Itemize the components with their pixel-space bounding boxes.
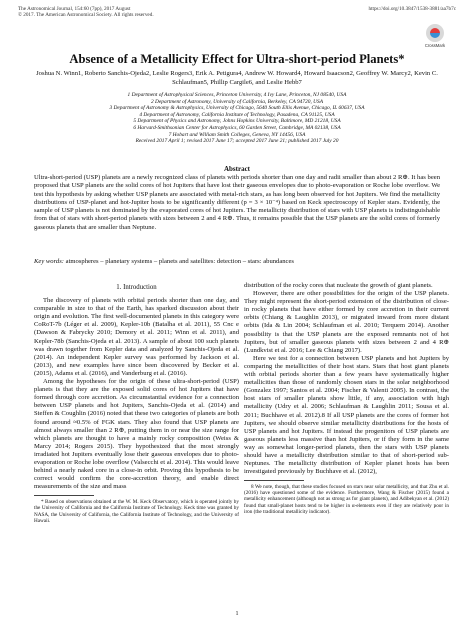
paragraph: However, there are other possibilities for the origin of the USP planets. They might represent the short-period extension of the distribution of close-in rocky planets that have either formed by core accretion in their current orbits (Chiang & Laughlin 2013), or migrated inward from more distant orbits (Ida & Lin 2004; Schlaufman et al. 2010; Terquem 2014). Another possibility is that the USP planets are the exposed remnants not of hot Jupiters, but of smaller gaseous planets with sizes between 2 and 4 R⊕ (Lundkvist et al. 2016; Lee & Chiang 2017). <box>244 290 449 354</box>
doi-link[interactable]: https://doi.org/10.3847/1538-3881/aa7b7c <box>368 6 456 12</box>
right-column <box>244 282 449 515</box>
footnote-rule <box>34 495 94 496</box>
crossmark-label: CrossMark <box>424 43 446 48</box>
affiliation: 6 Harvard-Smithsonian Center for Astrophysics, 60 Garden Street, Cambridge, MA 02138, USA <box>133 124 341 131</box>
paper-title: Absence of a Metallicity Effect for Ultra-short-period Planets* <box>69 52 405 66</box>
keywords-list: atmospheres – planetary systems – planets and satellites: detection – stars: abundances <box>65 258 294 265</box>
affiliations <box>44 92 430 145</box>
keywords-label: Key words: <box>34 258 64 265</box>
affiliation: 5 Department of Physics and Astronomy, Johns Hopkins University, Baltimore, MD 21218, USA <box>133 118 341 125</box>
affiliation: 2 Department of Astronomy, University of California, Berkeley, CA 94720, USA <box>150 98 324 105</box>
paragraph: Here we test for a connection between USP planets and hot Jupiters by comparing the metallicities of their host stars. Stars that host giant planets with orbital periods shorter than a few years have systematically higher metallicities than those of randomly chosen stars in the solar neighborhood (Gonzalez 1997; Santos et al. 2004; Fischer & Valenti 2005). In contrast, the host stars of smaller planets show little, if any, association with high metallicity (Udry et al. 2006; Schlaufman & Laughlin 2011; Sousa et al. 2011; Buchhave et al. 2012).8 If all USP planets are the cores of former hot Jupiters, we should observe similar metallicity distributions for the hosts of USP planets and hot Jupiters. If instead the progenitors of USP planets are gaseous planets less massive than hot Jupiters, or if they form in the same way as somewhat longer-period planets, then the stars with USP planets should have a metallicity distribution similar to that of short-period sub-Neptunes. The metallicity distribution of Kepler planet hosts has been investigated previously by Buchhave et al. (2012), <box>244 354 449 476</box>
keywords <box>34 258 440 266</box>
paragraph: Among the hypotheses for the origin of these ultra-short-period (USP) planets is that they are the exposed solid cores of hot Jupiters that have formed through core accretion. As circumstantial evidence for a connection between USP planets and hot Jupiters, Sanchis-Ojeda et al. (2014) and Steffen & Coughlin (2016) noted that these two categories of planets are both found around ≈0.5% of FGK stars. They also found that USP planets are almost always smaller than 2 R⊕, putting them in or near the size range for which planets are thought to have a mainly rocky composition (Weiss & Marcy 2014; Rogers 2015). They hypothesized that the most strongly irradiated hot Jupiters eventually lose their gaseous envelopes due to photo-evaporation or Roche lobe overflow (Valsecchi et al. 2014). This would leave behind a nearly naked core in a close-in orbit. Proving this hypothesis to be correct would confirm the core-accretion theory, and enable direct measurements of the size and mass <box>34 378 239 491</box>
affiliation: 4 Department of Astronomy, California Institute of Technology, Pasadena, CA 91125, USA <box>139 111 335 118</box>
left-column <box>34 282 239 524</box>
crossmark-icon <box>426 24 444 42</box>
page-number: 1 <box>235 611 239 617</box>
abstract-text: Ultra-short-period (USP) planets are a newly recognized class of planets with periods shorter than one day and radii smaller than about 2 R⊕. It has been proposed that USP planets are the solid cores of hot Jupiters that have lost their gaseous envelopes due to photo-evaporation or Roche lobe overflow. We test this hypothesis by asking whether USP planets are associated with metal-rich stars, as has long been observed for hot Jupiters. We find the metallicity distributions of USP-planet and hot-Jupiter hosts to be significantly different (p = 3 × 10⁻⁴) based on Keck spectroscopy of Kepler stars. Evidently, the sample of USP planets is not dominated by the evaporated cores of hot Jupiters. The metallicity distribution of stars with USP planets is indistinguishable from that of stars with short-period planets with sizes between 2 and 4 R⊕. Thus, it remains possible that the USP planets are the solid cores of formerly gaseous planets that are smaller than Neptune. <box>34 174 440 231</box>
copyright-line: © 2017. The American Astronomical Society. All rights reserved. <box>18 12 154 19</box>
journal-line: The Astronomical Journal, 154:60 (7pp), 2017 August <box>18 6 131 12</box>
author-list: Joshua N. Winn1, Roberto Sanchis-Ojeda2, Leslie Rogers3, Erik A. Petigura4, Andrew W. Howard4, Howard Isaacson2, Geoffrey W. Marcy2, Kevin C. Schlaufman5, Phillip Cargile6, and Leslie Hebb7 <box>36 70 438 86</box>
section-heading: 1. Introduction <box>116 284 157 291</box>
paragraph: distribution of the rocky cores that nucleate the growth of giant planets. <box>244 282 433 289</box>
publication-dates: Received 2017 April 1; revised 2017 June 17; accepted 2017 June 21; published 2017 July 20 <box>135 138 339 145</box>
footnote: * Based on observations obtained at the W. M. Keck Observatory, which is operated jointly by the University of California and the California Institute of Technology. Keck time was granted by NASA, the University of California, the California Institute of Technology, and the University of Hawaii. <box>34 499 239 524</box>
journal-header <box>18 6 338 19</box>
crossmark-badge[interactable] <box>422 24 448 48</box>
footnote: 8 We note, though, that these studies focused on stars near solar metallicity, and that Zhu et al. (2016) have questioned some of the evidence. Furthermore, Wang & Fischer (2015) found a metallicity enhancement (although not as strong as for giant planets), and Adibekyan et al. (2012) found that small-planet hosts tend to be higher in α-elements even if they are relatively poor in iron (the traditional metallicity indicator). <box>244 484 449 515</box>
affiliation: 3 Department of Astronomy & Astrophysics, University of Chicago, 5640 South Ellis Avenue, Chicago, IL 60637, USA <box>109 105 365 112</box>
abstract-heading: Abstract <box>223 165 251 173</box>
affiliation: 7 Hobart and William Smith Colleges, Geneva, NY 14456, USA <box>168 131 306 138</box>
paragraph: The discovery of planets with orbital periods shorter than one day, and comparable in size to that of the Earth, has sparked discussion about their origin and evolution. The first well-documented planets in this category were CoRoT-7b (Léger et al. 2009), Kepler-10b (Batalha et al. 2011), 55 Cnc e (Dawson & Fabrycky 2010; Demory et al. 2011; Winn et al. 2011), and Kepler-78b (Sanchis-Ojeda et al. 2013). A sample of about 100 such planets was drawn together from Kepler data and analyzed by Sanchis-Ojeda et al. (2014). An independent Kepler survey was performed by Jackson et al. (2013), and new examples have since been discovered by Becker et al. (2015), Adams et al. (2016), and Vanderburg et al. (2016). <box>34 297 239 377</box>
footnote-rule <box>244 480 304 481</box>
affiliation: 1 Department of Astrophysical Sciences, Princeton University, 4 Ivy Lane, Princeton, NJ 08540, USA <box>127 92 347 98</box>
